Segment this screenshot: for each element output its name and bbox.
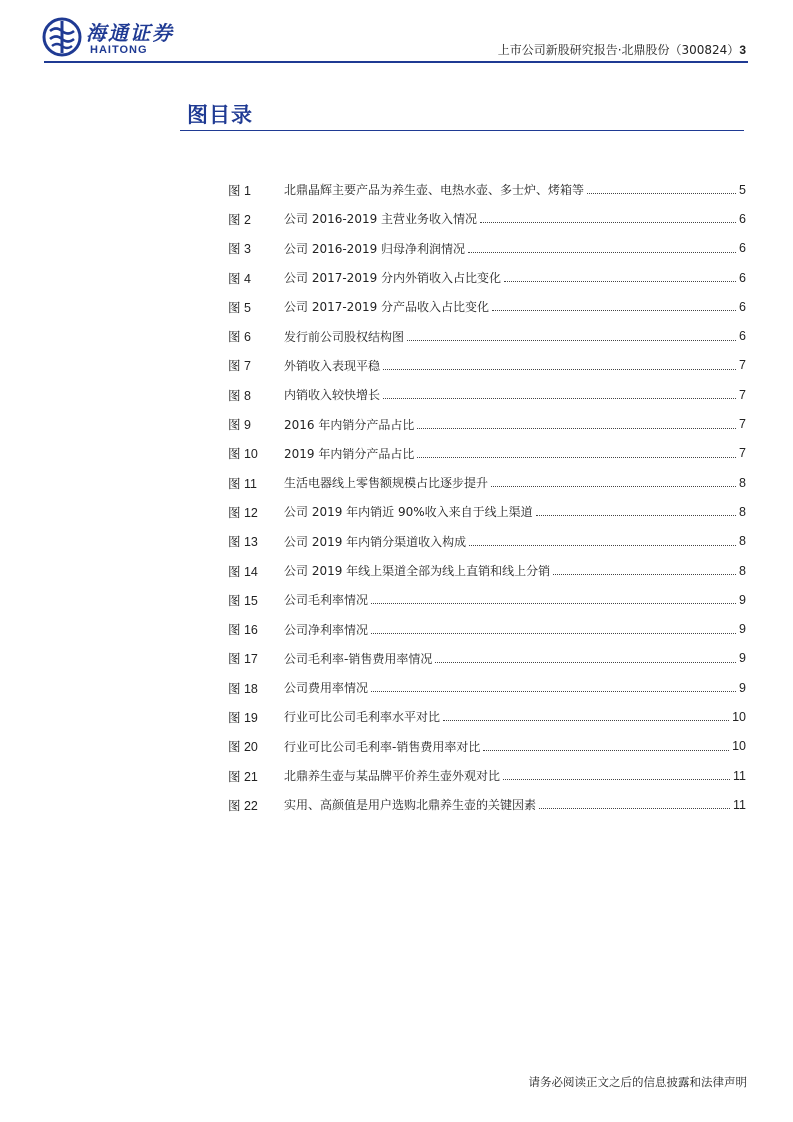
toc-entry-label: 图 7: [228, 359, 251, 374]
toc-entry-label: 图 4: [228, 271, 251, 286]
toc-entry-label: 图 19: [228, 710, 258, 725]
toc-leader-dots: [383, 369, 736, 370]
toc-entry-page: 10: [732, 709, 746, 724]
toc-leader-dots: [443, 720, 729, 721]
toc-leader-dots: [539, 808, 730, 809]
toc-leader-dots: [480, 222, 736, 223]
toc-leader-dots: [536, 515, 736, 516]
haitong-emblem-icon: [42, 17, 82, 57]
toc-entry[interactable]: [228, 234, 746, 263]
toc-entry-page: 11: [733, 768, 746, 783]
toc-title: 图目录: [187, 103, 253, 127]
toc-entry-text: 公司 2017-2019 分产品收入占比变化: [284, 300, 490, 315]
toc-entry[interactable]: [228, 409, 746, 438]
toc-entry[interactable]: [228, 292, 746, 321]
toc-leader-dots: [417, 428, 736, 429]
toc-entry-page: 8: [739, 475, 746, 490]
toc-entry-text: 生活电器线上零售额规模占比逐步提升: [284, 476, 489, 491]
toc-entry-page: 11: [733, 797, 746, 812]
toc-entry-text: 实用、高颜值是用户选购北鼎养生壶的关键因素: [284, 798, 537, 813]
toc-entry-label: 图 6: [228, 330, 251, 345]
toc-entry-page: 6: [739, 299, 746, 314]
haitong-logo: [42, 17, 192, 61]
toc-entry-label: 图 10: [228, 447, 258, 462]
header-report-info: [498, 41, 746, 58]
toc-entry-label: 图 16: [228, 623, 258, 638]
header-divider: [44, 61, 748, 63]
toc-leader-dots: [492, 310, 736, 311]
toc-entry[interactable]: [228, 614, 746, 643]
toc-leader-dots: [553, 574, 736, 575]
toc-entry-page: 6: [739, 211, 746, 226]
toc-entry-page: 8: [739, 563, 746, 578]
toc-leader-dots: [504, 281, 736, 282]
toc-entry[interactable]: [228, 702, 746, 731]
toc-entry-label: 图 14: [228, 564, 258, 579]
toc-entry[interactable]: [228, 673, 746, 702]
toc-entry[interactable]: [228, 644, 746, 673]
toc-entry[interactable]: [228, 204, 746, 233]
toc-entry-label: 图 21: [228, 769, 258, 784]
toc-leader-dots: [435, 662, 736, 663]
toc-entry-text: 公司费用率情况: [284, 681, 369, 696]
toc-entry[interactable]: [228, 761, 746, 790]
toc-entry-label: 图 5: [228, 300, 251, 315]
toc-entry-page: 6: [739, 241, 746, 256]
toc-entry[interactable]: [228, 351, 746, 380]
toc-entry-text: 公司毛利率-销售费用率情况: [284, 651, 433, 666]
toc-entry-text: 外销收入表现平稳: [284, 358, 381, 373]
toc-entry-page: 5: [739, 182, 746, 197]
toc-entry-page: 9: [739, 651, 746, 666]
toc-entry-page: 9: [739, 592, 746, 607]
toc-leader-dots: [483, 750, 729, 751]
toc-entry-label: 图 12: [228, 505, 258, 520]
toc-entry-text: 公司毛利率情况: [284, 593, 369, 608]
toc-entry[interactable]: [228, 263, 746, 292]
toc-entry-text: 公司 2017-2019 分内外销收入占比变化: [284, 271, 502, 286]
toc-entry-text: 2016 年内销分产品占比: [284, 417, 415, 432]
toc-entry-label: 图 22: [228, 798, 258, 813]
toc-entry-page: 6: [739, 270, 746, 285]
logo-english-name: HAITONG: [90, 44, 148, 56]
toc-leader-dots: [491, 486, 736, 487]
toc-entry-text: 公司 2016-2019 归母净利润情况: [284, 241, 466, 256]
toc-entry[interactable]: [228, 468, 746, 497]
toc-entry-page: 7: [739, 387, 746, 402]
toc-entry-label: 图 1: [228, 183, 251, 198]
toc-entry-text: 行业可比公司毛利率-销售费用率对比: [284, 739, 481, 754]
toc-entry-text: 公司净利率情况: [284, 622, 369, 637]
toc-entry-text: 2019 年内销分产品占比: [284, 446, 415, 461]
toc-leader-dots: [587, 193, 736, 194]
toc-entry-page: 8: [739, 504, 746, 519]
toc-entry[interactable]: [228, 175, 746, 204]
toc-entry[interactable]: [228, 527, 746, 556]
toc-entry-text: 发行前公司股权结构图: [284, 329, 405, 344]
toc-entry[interactable]: [228, 321, 746, 350]
toc-leader-dots: [468, 252, 736, 253]
toc-entry[interactable]: [228, 439, 746, 468]
toc-leader-dots: [371, 633, 736, 634]
toc-entry-text: 内销收入较快增长: [284, 388, 381, 403]
toc-entry-label: 图 11: [228, 476, 257, 491]
toc-entry[interactable]: [228, 790, 746, 819]
toc-entry-text: 北鼎养生壶与某品牌平价养生壶外观对比: [284, 769, 501, 784]
toc-entry-page: 10: [732, 739, 746, 754]
toc-entry[interactable]: [228, 380, 746, 409]
toc-entry-text: 北鼎晶辉主要产品为养生壶、电热水壶、多士炉、烤箱等: [284, 183, 585, 198]
toc-entry-label: 图 8: [228, 388, 251, 403]
toc-entry[interactable]: [228, 585, 746, 614]
toc-entry-page: 7: [739, 446, 746, 461]
toc-entry-label: 图 3: [228, 242, 251, 257]
toc-entry-label: 图 18: [228, 681, 258, 696]
toc-leader-dots: [383, 398, 736, 399]
toc-entry-label: 图 17: [228, 652, 258, 667]
logo-chinese-name: 海通证券: [86, 21, 174, 45]
page-number: 3: [739, 43, 746, 57]
toc-entry-text: 行业可比公司毛利率水平对比: [284, 710, 441, 725]
toc-leader-dots: [469, 545, 736, 546]
toc-entry-page: 9: [739, 680, 746, 695]
toc-leader-dots: [371, 691, 736, 692]
toc-entry-label: 图 15: [228, 593, 258, 608]
toc-entry-label: 图 9: [228, 418, 251, 433]
toc-entry[interactable]: [228, 732, 746, 761]
toc-title-divider: [180, 130, 744, 131]
toc-entry-text: 公司 2019 年内销分渠道收入构成: [284, 534, 467, 549]
report-title: 上市公司新股研究报告·北鼎股份（300824）: [497, 43, 740, 57]
toc-entry-page: 6: [739, 329, 746, 344]
toc-entry-page: 7: [739, 417, 746, 432]
toc-entry-label: 图 13: [228, 535, 258, 550]
toc-entry-text: 公司 2019 年内销近 90%收入来自于线上渠道: [284, 505, 533, 520]
toc-leader-dots: [417, 457, 736, 458]
toc-entry-text: 公司 2019 年线上渠道全部为线上直销和线上分销: [284, 564, 551, 578]
footer-disclaimer: 请务必阅读正文之后的信息披露和法律声明: [528, 1075, 747, 1089]
toc-leader-dots: [371, 603, 736, 604]
toc-entry[interactable]: [228, 556, 746, 585]
figure-list: [228, 175, 746, 820]
toc-entry-page: 9: [739, 622, 746, 637]
toc-leader-dots: [407, 340, 736, 341]
toc-entry-text: 公司 2016-2019 主营业务收入情况: [284, 212, 478, 227]
toc-entry-page: 8: [739, 534, 746, 549]
toc-entry-label: 图 2: [228, 212, 251, 227]
toc-leader-dots: [503, 779, 730, 780]
toc-entry[interactable]: [228, 497, 746, 526]
toc-entry-label: 图 20: [228, 740, 258, 755]
toc-entry-page: 7: [739, 358, 746, 373]
